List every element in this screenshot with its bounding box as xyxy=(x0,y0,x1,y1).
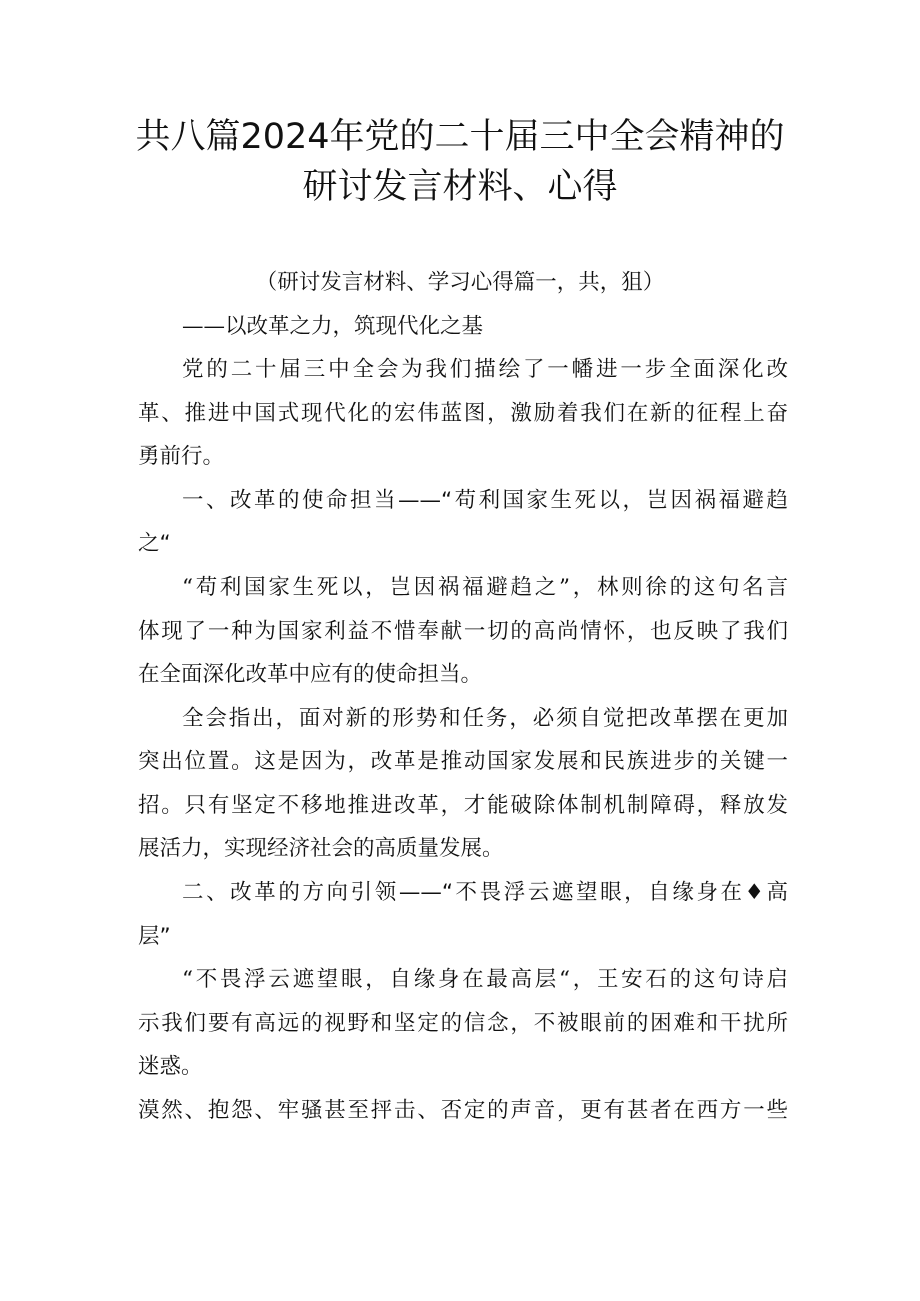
paragraph-line: 展活力，实现经济社会的高质量发展。 xyxy=(138,836,504,861)
document-subtitle: （研讨发言材料、学习心得篇一，共，狙） xyxy=(255,270,665,295)
section-heading-1: 一、改革的使命担当——“苟利国家生死以，岂因祸福避趋 xyxy=(182,488,788,513)
section-heading-1-cont: 之“ xyxy=(138,531,171,556)
paragraph-line: 招。只有坚定不移地推进改革，才能破除体制机制障碍，释放发 xyxy=(138,793,788,818)
paragraph-line: 在全面深化改革中应有的使命担当。 xyxy=(138,662,483,687)
document-motto: ——以改革之力，筑现代化之基 xyxy=(182,314,484,339)
paragraph-line: “苟利国家生死以，岂因祸福避趋之”，林则徐的这句名言 xyxy=(182,575,788,600)
paragraph-line: 全会指出，面对新的形势和任务，必须自觉把改革摆在更加 xyxy=(182,706,788,731)
paragraph-line: 漠然、抱怨、牢骚甚至抨击、否定的声音，更有甚者在西方一些 xyxy=(138,1098,788,1123)
paragraph-line: 体现了一种为国家利益不惜奉献一切的高尚情怀，也反映了我们 xyxy=(138,619,788,644)
paragraph-line: 示我们要有高远的视野和坚定的信念，不被眼前的困难和干扰所 xyxy=(138,1011,788,1036)
paragraph-line: 党的二十届三中全会为我们描绘了一幡进一步全面深化改 xyxy=(182,357,788,382)
section-heading-2: 二、改革的方向引领——“不畏浮云遮望眼，自缘身在♦高 xyxy=(182,880,788,905)
paragraph-line: 迷惑。 xyxy=(138,1054,203,1079)
paragraph-line: “不畏浮云遮望眼，自缘身在最高层“，王安石的这句诗启 xyxy=(182,967,788,992)
section-heading-2-cont: 层” xyxy=(138,924,171,949)
paragraph-line: 突出位置。这是因为，改革是推动国家发展和民族进步的关键一 xyxy=(138,749,788,774)
paragraph-line: 革、推进中国式现代化的宏伟蓝图，激励着我们在新的征程上奋 xyxy=(138,401,788,426)
document-title-line-1: 共八篇2024年党的二十届三中全会精神的 xyxy=(135,117,785,157)
document-title-line-2: 研讨发言材料、心得 xyxy=(302,167,618,207)
paragraph-line: 勇前行。 xyxy=(138,444,225,469)
